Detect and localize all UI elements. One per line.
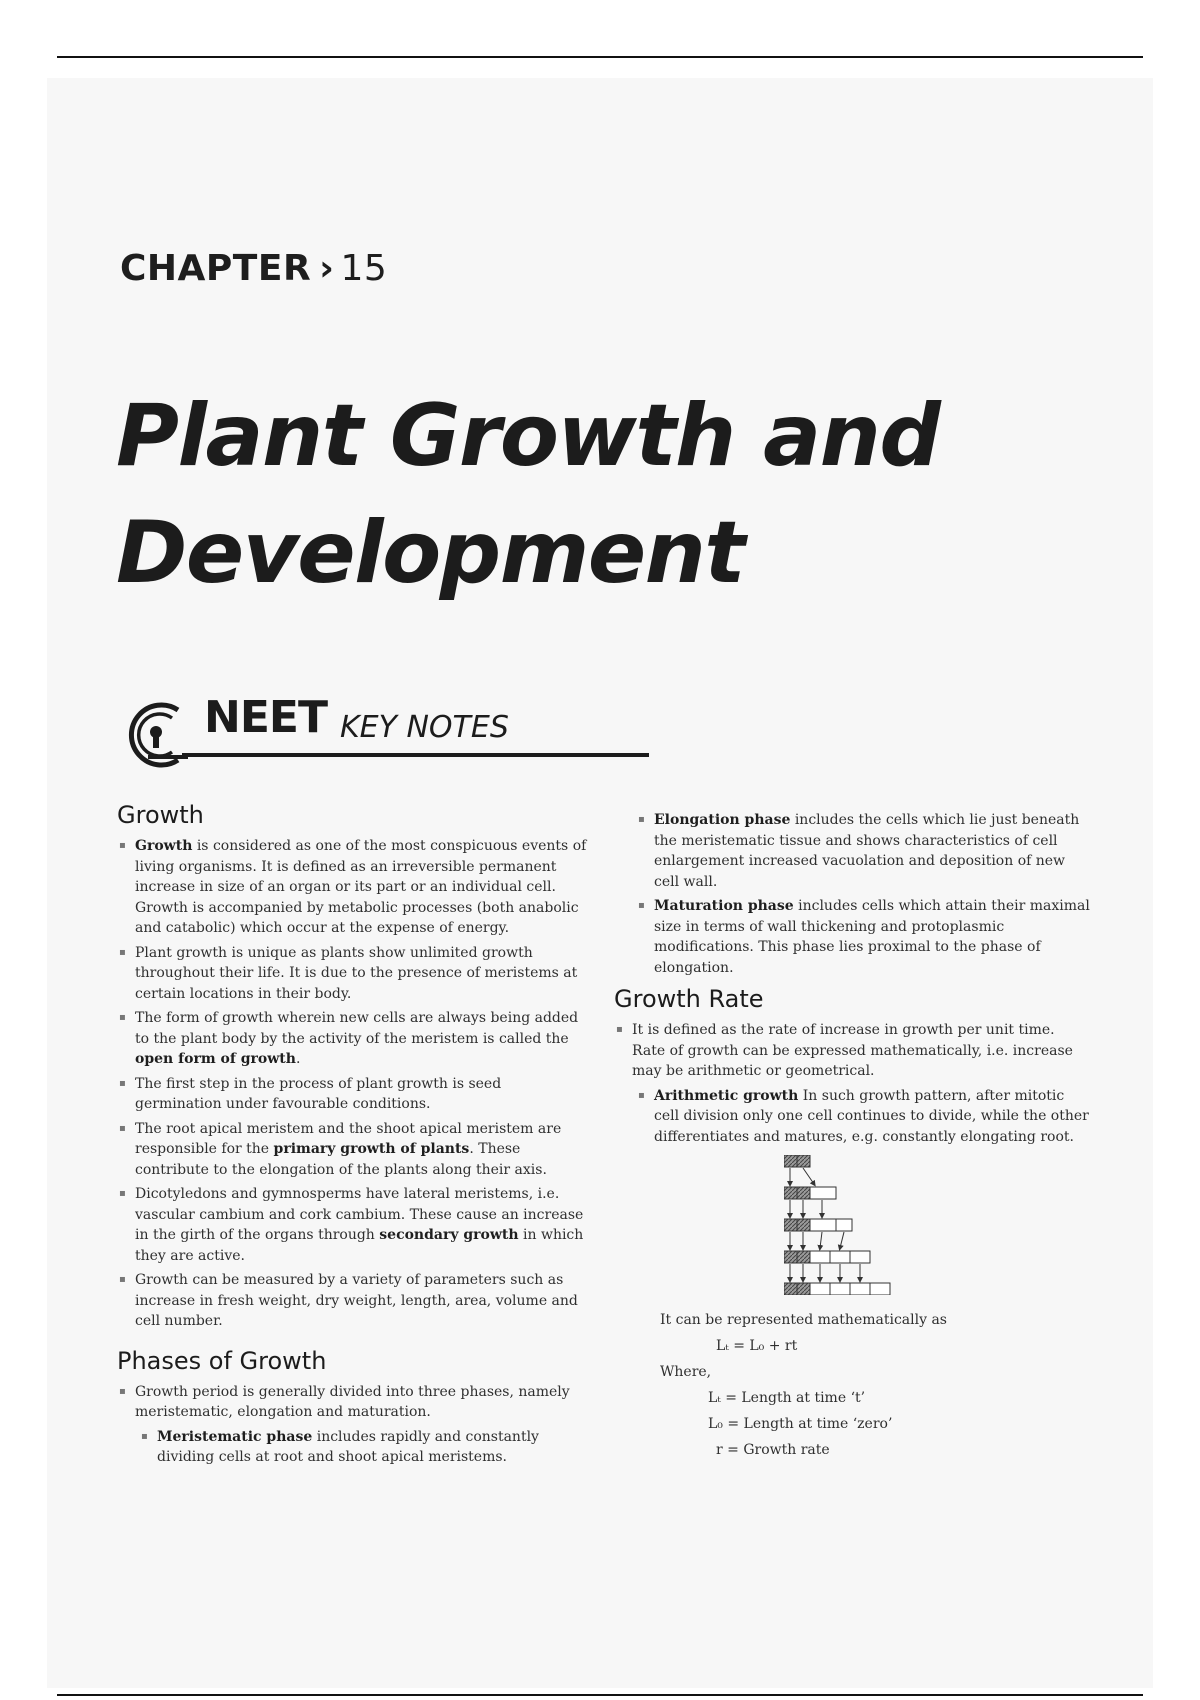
bold-term: Growth xyxy=(135,838,193,854)
left-column xyxy=(117,800,591,1472)
growth-list xyxy=(117,836,591,1332)
item-text: In such growth pattern, after mitotic cell division only one cell continues to divide, while the other differentiates and matures, e.g. constantly elongating root. xyxy=(654,1087,1089,1145)
neet-word: NEET xyxy=(204,692,327,743)
formula-intro: It can be represented mathematically as xyxy=(660,1312,947,1328)
definition-r: r = Growth rate xyxy=(716,1442,830,1458)
item-text: Growth can be measured by a variety of parameters such as increase in fresh weight, dry weight, length, area, volume and cell number. xyxy=(135,1272,578,1329)
growth-equation: Lₜ = L₀ + rt xyxy=(716,1338,798,1354)
chapter-title-line-1: Plant Growth and xyxy=(116,386,940,486)
item-text: It is defined as the rate of increase in growth per unit time. Rate of growth can be expressed mathematically, i.e. increase may be arithmetic or geometrical. xyxy=(632,1022,1073,1079)
chapter-title-line-2: Development xyxy=(116,503,744,603)
bold-term: Maturation phase xyxy=(654,898,794,914)
item-text: includes cells which attain their maximal size in terms of wall thickening and protoplasmic modifications. This phase lies proximal to the phase of elongation. xyxy=(654,898,1090,976)
item-text: . xyxy=(295,1051,301,1067)
growth-heading: Growth xyxy=(117,801,204,829)
bold-term: open form of growth xyxy=(135,1051,296,1067)
growth-formula-block xyxy=(614,1307,1090,1463)
list-item xyxy=(117,836,591,939)
item-text: is considered as one of the most conspicuous events of living organisms. It is defined as an irreversible permanent increase in size of an organ or its part or an individual cell. Growth is accompanied by metabolic processes (both anabolic and catabolic) which occur at the expense of energy. xyxy=(135,838,587,936)
bold-term: secondary growth xyxy=(379,1227,519,1243)
item-text: Growth period is generally divided into three phases, namely meristematic, elongation and maturation. xyxy=(135,1383,570,1420)
item-text: Plant growth is unique as plants show unlimited growth throughout their life. It is due to the presence of meristems at certain locations in their body. xyxy=(135,944,578,1002)
list-item xyxy=(636,1086,1090,1148)
item-text: includes rapidly and constantly dividing cells at root and shoot apical meristems. xyxy=(157,1428,539,1465)
top-rule xyxy=(57,56,1143,58)
list-item xyxy=(139,1427,591,1468)
list-item xyxy=(117,1382,591,1423)
list-item xyxy=(117,1008,591,1070)
list-item xyxy=(636,810,1090,892)
right-column xyxy=(614,810,1090,1463)
key-notes-word: KEY NOTES xyxy=(340,710,509,745)
bold-term: Elongation phase xyxy=(654,812,791,828)
bold-term: primary growth of plants xyxy=(273,1141,470,1157)
list-item xyxy=(117,1270,591,1332)
list-item xyxy=(636,896,1090,978)
keyhole-icon xyxy=(118,696,198,774)
chapter-word: CHAPTER xyxy=(120,248,312,289)
item-text: includes the cells which lie just beneath the meristematic tissue and shows characteristics of cell enlargement increased vacuolation and deposition of new cell wall. xyxy=(654,812,1080,890)
definition-l0: L₀ = Length at time ‘zero’ xyxy=(708,1416,893,1432)
bold-term: Meristematic phase xyxy=(157,1428,313,1445)
bold-term: Arithmetic growth xyxy=(654,1087,799,1104)
item-text: Dicotyledons and gymnosperms have lateral meristems, i.e. vascular cambium and cork cambium. These cause an increase in the girth of the organs through xyxy=(135,1186,584,1243)
list-item xyxy=(117,1184,591,1266)
definition-lt: Lₜ = Length at time ‘t’ xyxy=(708,1390,866,1406)
item-text: . These contribute to the elongation of the plants along their axis. xyxy=(135,1141,547,1178)
item-text: The first step in the process of plant growth is seed germination under favourable conditions. xyxy=(135,1075,502,1112)
list-item xyxy=(117,943,591,1005)
chapter-label xyxy=(120,248,387,289)
phases-heading: Phases of Growth xyxy=(117,1346,327,1375)
item-text: The form of growth wherein new cells are always being added to the plant body by the activity of the meristem is called the xyxy=(135,1010,579,1047)
neet-key-notes-badge xyxy=(118,692,538,774)
phases-continued-list xyxy=(614,810,1090,978)
arithmetic-growth-diagram xyxy=(784,1155,904,1295)
phases-list xyxy=(117,1382,591,1468)
formula-where: Where, xyxy=(660,1364,712,1380)
badge-underline xyxy=(182,753,649,757)
growth-rate-list xyxy=(614,1020,1090,1147)
list-item xyxy=(614,1020,1090,1082)
list-item xyxy=(117,1074,591,1115)
chapter-title xyxy=(116,378,939,612)
item-text: The root apical meristem and the shoot apical meristem are responsible for the xyxy=(135,1120,562,1157)
growth-rate-heading: Growth Rate xyxy=(614,985,764,1013)
chapter-arrow: › xyxy=(319,248,335,289)
chapter-number: 15 xyxy=(340,248,388,289)
item-text: in which they are active. xyxy=(135,1227,584,1264)
list-item xyxy=(117,1119,591,1181)
bottom-rule xyxy=(57,1694,1143,1696)
